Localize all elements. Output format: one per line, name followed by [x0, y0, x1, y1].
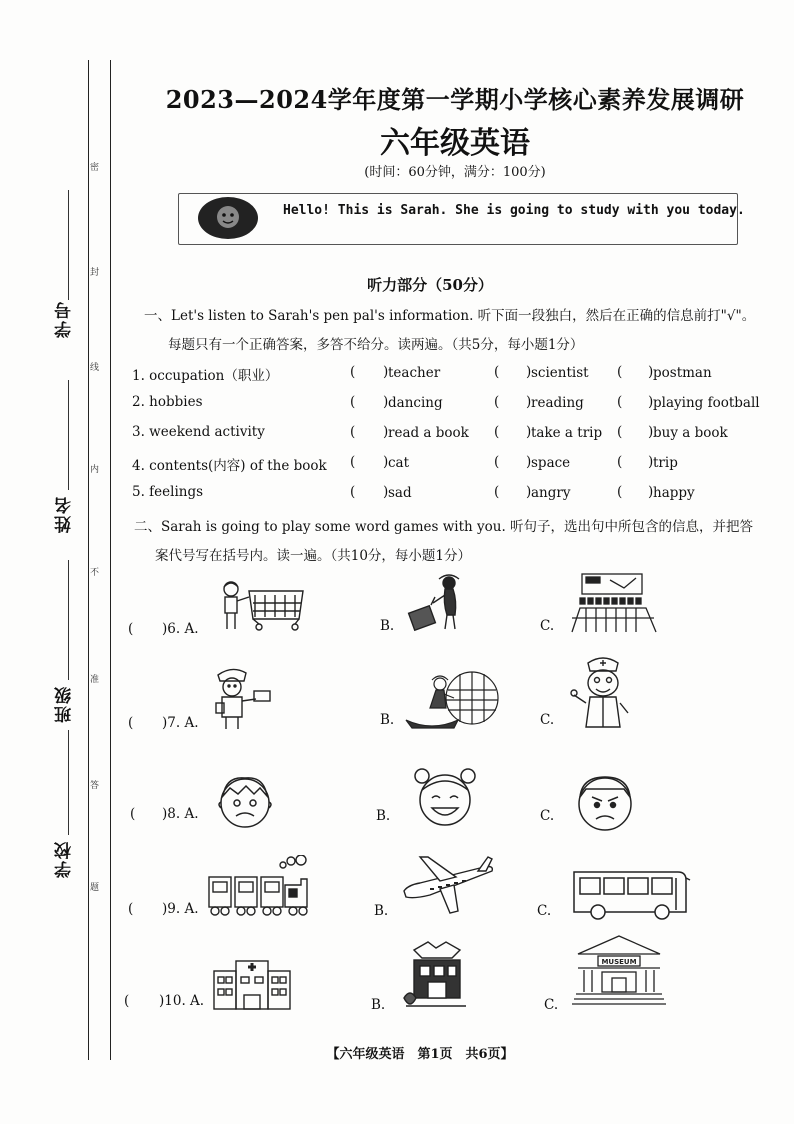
answer-paren[interactable]: (: [128, 621, 134, 637]
cinema-seats-icon: [566, 572, 662, 634]
doctor-icon: [570, 655, 636, 733]
class-field[interactable]: [68, 560, 69, 680]
part1-option: take a trip: [531, 425, 603, 441]
seal-char: 准: [90, 675, 100, 685]
museum-sign: MUSEUM: [601, 958, 637, 966]
option-c-label: C.: [540, 808, 555, 824]
bus-icon: [570, 866, 692, 924]
part1-option: reading: [531, 395, 584, 411]
train-icon: [205, 855, 315, 919]
exam-title: 2023—2024学年度第一学期小学核心素养发展调研: [165, 85, 745, 114]
question-number: )7. A.: [162, 715, 199, 731]
part1-option: read a book: [388, 425, 469, 441]
answer-paren[interactable]: (: [124, 993, 130, 1009]
option-c-label: C.: [540, 618, 555, 634]
paren-close: ): [526, 364, 532, 380]
option-c-label: C.: [540, 712, 555, 728]
answer-box[interactable]: (: [617, 394, 623, 410]
option-b-label: B.: [380, 618, 395, 634]
answer-box[interactable]: (: [494, 364, 500, 380]
page-footer: 【六年级英语 第1页 共6页】: [326, 1047, 514, 1062]
answer-box[interactable]: (: [494, 424, 500, 440]
museum-icon: [572, 932, 666, 1008]
sarah-avatar-icon: [196, 194, 260, 242]
class-label: 班级: [55, 685, 75, 723]
part1-option: space: [531, 455, 571, 471]
paren-close: ): [383, 394, 389, 410]
part1-option: sad: [388, 485, 412, 501]
paren-close: ): [648, 364, 654, 380]
question-number: )8. A.: [162, 806, 199, 822]
part1-option: happy: [653, 485, 695, 501]
paren-close: ): [526, 484, 532, 500]
option-b-label: B.: [376, 808, 391, 824]
option-b-label: B.: [371, 997, 386, 1013]
paren-close: ): [526, 454, 532, 470]
binding-line-right: [110, 60, 111, 1060]
seal-char: 不: [90, 568, 100, 578]
seal-char: 内: [90, 465, 100, 475]
paren-close: ): [383, 484, 389, 500]
answer-paren[interactable]: (: [130, 806, 136, 822]
part1-option: trip: [653, 455, 678, 471]
part1-option: cat: [388, 455, 410, 471]
answer-paren[interactable]: (: [128, 901, 134, 917]
listening-heading: 听力部分（50分）: [367, 276, 493, 294]
time-score-info: (时间：60分钟，满分：100分): [364, 165, 546, 180]
postman-letter-icon: [210, 665, 274, 733]
bookstore-icon: [400, 940, 472, 1012]
part1-item-label: 1. occupation（职业）: [132, 368, 279, 384]
part1-option: playing football: [653, 395, 760, 411]
banner-text: Hello! This is Sarah. She is going to study with you today.: [283, 203, 745, 218]
student-id-label: 学号: [55, 300, 75, 338]
subject-title: 六年级英语: [380, 126, 530, 161]
school-field[interactable]: [68, 730, 69, 835]
paren-close: ): [526, 394, 532, 410]
seal-char: 线: [90, 363, 100, 373]
answer-box[interactable]: (: [494, 484, 500, 500]
paren-close: ): [383, 424, 389, 440]
worried-boy-icon: [216, 772, 274, 830]
name-field[interactable]: [68, 380, 69, 490]
question-number: )9. A.: [162, 901, 199, 917]
paren-close: ): [526, 424, 532, 440]
student-id-field[interactable]: [68, 190, 69, 300]
intro-banner: [178, 193, 738, 245]
part1-item-label: 2. hobbies: [132, 394, 203, 410]
school-label: 学校: [55, 840, 75, 878]
answer-box[interactable]: (: [494, 454, 500, 470]
airplane-icon: [400, 851, 498, 919]
paren-close: ): [648, 424, 654, 440]
question-number: )10. A.: [159, 993, 205, 1009]
answer-box[interactable]: (: [617, 454, 623, 470]
answer-box[interactable]: (: [350, 424, 356, 440]
fisherman-net-icon: [402, 668, 500, 734]
part1-instruction-cont: 每题只有一个正确答案，多答不给分。读两遍。（共5分，每小题1分）: [168, 337, 584, 353]
part1-option: postman: [653, 365, 712, 381]
traveler-suitcase-icon: [403, 571, 465, 633]
answer-box[interactable]: (: [350, 364, 356, 380]
part1-item-label: 3. weekend activity: [132, 424, 265, 440]
part1-option: teacher: [388, 365, 441, 381]
answer-box[interactable]: (: [350, 394, 356, 410]
option-c-label: C.: [537, 903, 552, 919]
seal-char: 题: [90, 883, 100, 893]
part1-option: angry: [531, 485, 571, 501]
hospital-icon: [212, 957, 292, 1013]
paren-close: ): [648, 454, 654, 470]
part1-item-label: 4. contents(内容) of the book: [132, 458, 327, 474]
part1-option: dancing: [388, 395, 443, 411]
part2-instruction: 二、Sarah is going to play some word games with you. 听句子，选出句中所包含的信息，并把答: [134, 519, 754, 535]
seal-char: 封: [90, 268, 100, 278]
paren-close: ): [383, 364, 389, 380]
name-label: 姓名: [55, 495, 75, 533]
part1-instruction: 一、Let's listen to Sarah's pen pal's information. 听下面一段独白，然后在正确的信息前打"√"。: [144, 308, 756, 324]
answer-box[interactable]: (: [617, 484, 623, 500]
option-b-label: B.: [380, 712, 395, 728]
answer-box[interactable]: (: [617, 364, 623, 380]
seal-char: 密: [90, 163, 100, 173]
paren-close: ): [648, 484, 654, 500]
part1-item-label: 5. feelings: [132, 484, 204, 500]
binding-line-left: [88, 60, 89, 1060]
happy-girl-icon: [410, 764, 480, 830]
answer-box[interactable]: (: [350, 484, 356, 500]
part1-option: buy a book: [653, 425, 728, 441]
part2-instruction-cont: 案代号写在括号内。读一遍。（共10分，每小题1分）: [155, 548, 472, 564]
shopping-cart-girl-icon: [215, 577, 307, 637]
paren-close: ): [383, 454, 389, 470]
answer-box[interactable]: (: [494, 394, 500, 410]
answer-box[interactable]: (: [350, 454, 356, 470]
seal-char: 答: [90, 781, 100, 791]
question-number: )6. A.: [162, 621, 199, 637]
answer-paren[interactable]: (: [128, 715, 134, 731]
answer-box[interactable]: (: [617, 424, 623, 440]
option-b-label: B.: [374, 903, 389, 919]
part1-option: scientist: [531, 365, 589, 381]
angry-boy-icon: [574, 771, 636, 833]
paren-close: ): [648, 394, 654, 410]
option-c-label: C.: [544, 997, 559, 1013]
